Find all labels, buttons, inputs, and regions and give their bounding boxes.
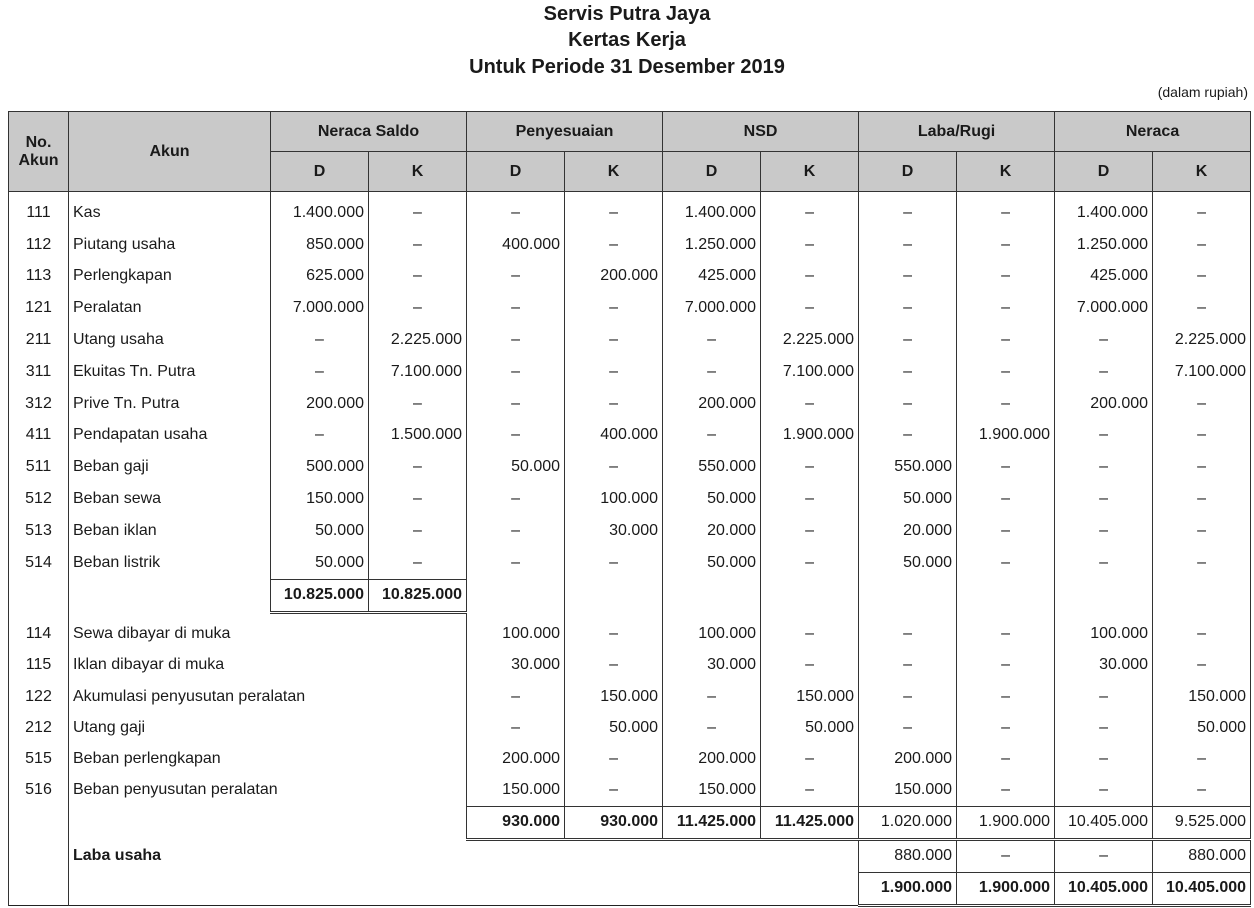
amount-cell: 150.000: [663, 775, 761, 807]
header-kredit: K: [957, 152, 1055, 192]
amount-cell: –: [957, 650, 1055, 681]
account-row: [9, 515, 1251, 547]
account-row: [9, 547, 1251, 579]
amount-cell: –: [1055, 775, 1153, 807]
empty-cell: [1055, 579, 1153, 612]
amount-cell: –: [271, 324, 369, 356]
amount-cell: 1.900.000: [957, 420, 1055, 452]
account-name: Piutang usaha: [69, 229, 271, 261]
account-number: 311: [9, 356, 69, 388]
account-number: 115: [9, 650, 69, 681]
empty-cell: [859, 579, 957, 612]
amount-cell: –: [1055, 451, 1153, 483]
amount-cell: –: [565, 619, 663, 650]
account-name: Beban listrik: [69, 547, 271, 579]
header-debit: D: [859, 152, 957, 192]
account-number: 121: [9, 292, 69, 324]
empty-cell: [761, 579, 859, 612]
amount-cell: –: [369, 451, 467, 483]
amount-cell: –: [859, 681, 957, 712]
amount-cell: –: [957, 483, 1055, 515]
header-kredit: K: [565, 152, 663, 192]
amount-cell: –: [565, 292, 663, 324]
amount-cell: –: [663, 681, 761, 712]
empty-cell: [1153, 579, 1251, 612]
amount-cell: –: [957, 261, 1055, 293]
amount-cell: 200.000: [663, 388, 761, 420]
amount-cell: –: [663, 356, 761, 388]
amount-cell: –: [1055, 547, 1153, 579]
ns-total-debit: 10.825.000: [271, 579, 369, 612]
amount-cell: 625.000: [271, 261, 369, 293]
amount-cell: –: [957, 681, 1055, 712]
amount-cell: –: [957, 197, 1055, 229]
amount-cell: 150.000: [1153, 681, 1251, 712]
amount-cell: –: [467, 388, 565, 420]
amount-cell: –: [957, 229, 1055, 261]
account-row: [9, 324, 1251, 356]
header-debit: D: [663, 152, 761, 192]
amount-cell: –: [761, 451, 859, 483]
amount-cell: –: [1055, 324, 1153, 356]
amount-cell: –: [467, 324, 565, 356]
account-number: 312: [9, 388, 69, 420]
amount-cell: –: [467, 197, 565, 229]
amount-cell: 50.000: [271, 515, 369, 547]
amount-cell: –: [761, 775, 859, 807]
amount-cell: 30.000: [467, 650, 565, 681]
amount-cell: –: [859, 619, 957, 650]
account-name: Peralatan: [69, 292, 271, 324]
amount-cell: 50.000: [663, 483, 761, 515]
empty-cell: [69, 872, 859, 905]
empty-cell: [9, 579, 69, 612]
amount-cell: –: [369, 229, 467, 261]
adjustment-account-row: [9, 712, 1251, 743]
amount-cell: 425.000: [663, 261, 761, 293]
total-cell: 10.405.000: [1055, 806, 1153, 839]
amount-cell: 50.000: [859, 547, 957, 579]
header-group: NSD: [663, 112, 859, 152]
amount-cell: 1.900.000: [761, 420, 859, 452]
amount-cell: 30.000: [565, 515, 663, 547]
amount-cell: –: [859, 356, 957, 388]
amount-cell: –: [565, 388, 663, 420]
amount-cell: –: [1153, 292, 1251, 324]
amount-cell: –: [859, 324, 957, 356]
empty-cell: [9, 872, 69, 905]
amount-cell: 2.225.000: [369, 324, 467, 356]
amount-cell: –: [369, 515, 467, 547]
amount-cell: –: [1153, 197, 1251, 229]
amount-cell: –: [1153, 451, 1251, 483]
amount-cell: –: [761, 229, 859, 261]
account-name: Perlengkapan: [69, 261, 271, 293]
amount-cell: –: [369, 388, 467, 420]
amount-cell: –: [663, 324, 761, 356]
account-name: Kas: [69, 197, 271, 229]
header-akun: Akun: [69, 112, 271, 192]
amount-cell: –: [1153, 261, 1251, 293]
amount-cell: –: [957, 775, 1055, 807]
amount-cell: 400.000: [467, 229, 565, 261]
amount-cell: 550.000: [859, 451, 957, 483]
amount-cell: –: [859, 650, 957, 681]
amount-cell: 50.000: [467, 451, 565, 483]
account-number: 514: [9, 547, 69, 579]
total-cell: 9.525.000: [1153, 806, 1251, 839]
amount-cell: –: [1055, 743, 1153, 774]
amount-cell: –: [859, 261, 957, 293]
amount-cell: –: [957, 712, 1055, 743]
account-row: [9, 356, 1251, 388]
amount-cell: –: [565, 356, 663, 388]
amount-cell: –: [957, 451, 1055, 483]
amount-cell: 100.000: [565, 483, 663, 515]
amount-cell: –: [761, 743, 859, 774]
amount-cell: –: [271, 420, 369, 452]
amount-cell: 50.000: [663, 547, 761, 579]
empty-cell: [663, 579, 761, 612]
account-number: 411: [9, 420, 69, 452]
amount-cell: 1.400.000: [271, 197, 369, 229]
account-row: [9, 197, 1251, 229]
amount-cell: 1.500.000: [369, 420, 467, 452]
amount-cell: –: [369, 547, 467, 579]
account-name: Utang usaha: [69, 324, 271, 356]
amount-cell: –: [761, 197, 859, 229]
net-income-cell: 880.000: [859, 839, 957, 872]
amount-cell: –: [761, 483, 859, 515]
account-number: 515: [9, 743, 69, 774]
amount-cell: 30.000: [663, 650, 761, 681]
amount-cell: 1.250.000: [663, 229, 761, 261]
amount-cell: –: [1153, 775, 1251, 807]
final-total-row: [9, 872, 1251, 905]
amount-cell: –: [565, 324, 663, 356]
amount-cell: –: [271, 356, 369, 388]
final-total-cell: 1.900.000: [859, 872, 957, 905]
amount-cell: –: [859, 229, 957, 261]
amount-cell: –: [859, 388, 957, 420]
account-number: 211: [9, 324, 69, 356]
amount-cell: –: [1153, 483, 1251, 515]
amount-cell: 850.000: [271, 229, 369, 261]
amount-cell: 200.000: [467, 743, 565, 774]
amount-cell: 1.400.000: [1055, 197, 1153, 229]
amount-cell: 7.000.000: [271, 292, 369, 324]
empty-cell: [9, 839, 69, 872]
adjustment-account-row: [9, 650, 1251, 681]
amount-cell: 400.000: [565, 420, 663, 452]
account-number: 114: [9, 619, 69, 650]
amount-cell: –: [467, 515, 565, 547]
header-kredit: K: [1153, 152, 1251, 192]
amount-cell: –: [1055, 356, 1153, 388]
amount-cell: –: [565, 547, 663, 579]
account-row: [9, 451, 1251, 483]
amount-cell: 150.000: [467, 775, 565, 807]
amount-cell: –: [761, 388, 859, 420]
header-debit: D: [1055, 152, 1153, 192]
account-row: [9, 420, 1251, 452]
amount-cell: 200.000: [271, 388, 369, 420]
amount-cell: –: [565, 775, 663, 807]
header-group: Laba/Rugi: [859, 112, 1055, 152]
amount-cell: 200.000: [663, 743, 761, 774]
amount-cell: –: [957, 743, 1055, 774]
amount-cell: –: [957, 324, 1055, 356]
amount-cell: –: [565, 743, 663, 774]
amount-cell: –: [663, 712, 761, 743]
amount-cell: 200.000: [1055, 388, 1153, 420]
amount-cell: –: [1153, 650, 1251, 681]
header-kredit: K: [761, 152, 859, 192]
amount-cell: 500.000: [271, 451, 369, 483]
account-name: Beban penyusutan peralatan: [69, 775, 467, 807]
amount-cell: –: [1153, 619, 1251, 650]
amount-cell: 2.225.000: [761, 324, 859, 356]
net-income-cell: –: [1055, 839, 1153, 872]
amount-cell: –: [1153, 515, 1251, 547]
amount-cell: –: [1153, 547, 1251, 579]
amount-cell: 7.100.000: [761, 356, 859, 388]
amount-cell: 1.250.000: [1055, 229, 1153, 261]
account-name: Pendapatan usaha: [69, 420, 271, 452]
account-number: 511: [9, 451, 69, 483]
empty-cell: [9, 806, 69, 839]
amount-cell: –: [1055, 515, 1153, 547]
amount-cell: 50.000: [761, 712, 859, 743]
amount-cell: 7.000.000: [1055, 292, 1153, 324]
header-group: Neraca Saldo: [271, 112, 467, 152]
empty-cell: [467, 579, 565, 612]
amount-cell: 7.100.000: [369, 356, 467, 388]
account-number: 212: [9, 712, 69, 743]
total-cell: 11.425.000: [663, 806, 761, 839]
amount-cell: –: [859, 292, 957, 324]
adjustment-account-row: [9, 681, 1251, 712]
amount-cell: –: [859, 712, 957, 743]
amount-cell: –: [1055, 681, 1153, 712]
header-no-akun: No. Akun: [9, 112, 69, 192]
account-number: 112: [9, 229, 69, 261]
amount-cell: 150.000: [565, 681, 663, 712]
account-number: 111: [9, 197, 69, 229]
ns-total-kredit: 10.825.000: [369, 579, 467, 612]
amount-cell: 150.000: [761, 681, 859, 712]
header-group: Penyesuaian: [467, 112, 663, 152]
adjustment-account-row: [9, 775, 1251, 807]
net-income-row: [9, 839, 1251, 872]
header-kredit: K: [369, 152, 467, 192]
amount-cell: 20.000: [859, 515, 957, 547]
amount-cell: 150.000: [859, 775, 957, 807]
amount-cell: –: [761, 261, 859, 293]
amount-cell: 7.100.000: [1153, 356, 1251, 388]
empty-cell: [565, 579, 663, 612]
empty-cell: [69, 579, 271, 612]
account-name: Beban gaji: [69, 451, 271, 483]
account-number: 512: [9, 483, 69, 515]
amount-cell: –: [1153, 229, 1251, 261]
amount-cell: –: [859, 420, 957, 452]
header-group: Neraca: [1055, 112, 1251, 152]
amount-cell: –: [467, 547, 565, 579]
amount-cell: –: [467, 681, 565, 712]
amount-cell: –: [369, 197, 467, 229]
amount-cell: 2.225.000: [1153, 324, 1251, 356]
account-number: 513: [9, 515, 69, 547]
account-row: [9, 261, 1251, 293]
amount-cell: –: [369, 483, 467, 515]
account-name: Ekuitas Tn. Putra: [69, 356, 271, 388]
amount-cell: 7.000.000: [663, 292, 761, 324]
amount-cell: 50.000: [859, 483, 957, 515]
account-name: Akumulasi penyusutan peralatan: [69, 681, 467, 712]
amount-cell: –: [1055, 420, 1153, 452]
total-cell: 11.425.000: [761, 806, 859, 839]
amount-cell: –: [1153, 420, 1251, 452]
final-total-cell: 10.405.000: [1055, 872, 1153, 905]
amount-cell: 100.000: [1055, 619, 1153, 650]
total-cell: 1.020.000: [859, 806, 957, 839]
account-name: Beban perlengkapan: [69, 743, 467, 774]
total-cell: 930.000: [565, 806, 663, 839]
account-name: Beban sewa: [69, 483, 271, 515]
amount-cell: 100.000: [663, 619, 761, 650]
account-name: Utang gaji: [69, 712, 467, 743]
account-row: [9, 292, 1251, 324]
amount-cell: –: [1055, 483, 1153, 515]
amount-cell: 150.000: [271, 483, 369, 515]
amount-cell: –: [761, 292, 859, 324]
account-name: Prive Tn. Putra: [69, 388, 271, 420]
amount-cell: –: [467, 483, 565, 515]
amount-cell: –: [369, 261, 467, 293]
amount-cell: –: [1153, 743, 1251, 774]
empty-cell: [957, 579, 1055, 612]
amount-cell: –: [761, 619, 859, 650]
account-number: 122: [9, 681, 69, 712]
amount-cell: 50.000: [565, 712, 663, 743]
header-debit: D: [467, 152, 565, 192]
amount-cell: –: [565, 197, 663, 229]
amount-cell: –: [957, 388, 1055, 420]
amount-cell: 50.000: [1153, 712, 1251, 743]
net-income-cell: 880.000: [1153, 839, 1251, 872]
amount-cell: –: [1055, 712, 1153, 743]
account-row: [9, 388, 1251, 420]
amount-cell: –: [761, 515, 859, 547]
amount-cell: 200.000: [565, 261, 663, 293]
amount-cell: –: [859, 197, 957, 229]
amount-cell: –: [467, 356, 565, 388]
amount-cell: 200.000: [859, 743, 957, 774]
amount-cell: 100.000: [467, 619, 565, 650]
account-name: Beban iklan: [69, 515, 271, 547]
amount-cell: –: [957, 356, 1055, 388]
amount-cell: –: [565, 650, 663, 681]
amount-cell: –: [957, 515, 1055, 547]
amount-cell: –: [467, 712, 565, 743]
unit-note: (dalam rupiah): [1157, 84, 1248, 100]
amount-cell: –: [467, 292, 565, 324]
empty-cell: [69, 806, 467, 839]
adjustment-account-row: [9, 619, 1251, 650]
document-title: Kertas Kerja: [568, 29, 686, 51]
amount-cell: –: [565, 229, 663, 261]
amount-cell: –: [369, 292, 467, 324]
company-name: Servis Putra Jaya: [543, 3, 711, 25]
amount-cell: –: [957, 292, 1055, 324]
amount-cell: 20.000: [663, 515, 761, 547]
amount-cell: –: [467, 261, 565, 293]
amount-cell: –: [957, 619, 1055, 650]
total-cell: 1.900.000: [957, 806, 1055, 839]
amount-cell: 30.000: [1055, 650, 1153, 681]
net-income-label: Laba usaha: [69, 839, 859, 872]
net-income-cell: –: [957, 839, 1055, 872]
final-total-cell: 1.900.000: [957, 872, 1055, 905]
final-total-cell: 10.405.000: [1153, 872, 1251, 905]
account-name: Sewa dibayar di muka: [69, 619, 467, 650]
amount-cell: –: [467, 420, 565, 452]
header-row-groups: [9, 112, 1251, 152]
period: Untuk Periode 31 Desember 2019: [469, 56, 785, 78]
column-total-row: [9, 806, 1251, 839]
adjustment-account-row: [9, 743, 1251, 774]
amount-cell: 1.400.000: [663, 197, 761, 229]
account-number: 516: [9, 775, 69, 807]
amount-cell: 50.000: [271, 547, 369, 579]
amount-cell: –: [761, 547, 859, 579]
account-name: Iklan dibayar di muka: [69, 650, 467, 681]
amount-cell: –: [761, 650, 859, 681]
amount-cell: 550.000: [663, 451, 761, 483]
header-debit: D: [271, 152, 369, 192]
trial-balance-total-row: [9, 579, 1251, 612]
account-row: [9, 483, 1251, 515]
worksheet-table: [8, 111, 1251, 907]
amount-cell: –: [663, 420, 761, 452]
amount-cell: 425.000: [1055, 261, 1153, 293]
amount-cell: –: [957, 547, 1055, 579]
account-number: 113: [9, 261, 69, 293]
amount-cell: –: [565, 451, 663, 483]
total-cell: 930.000: [467, 806, 565, 839]
account-row: [9, 229, 1251, 261]
amount-cell: –: [1153, 388, 1251, 420]
